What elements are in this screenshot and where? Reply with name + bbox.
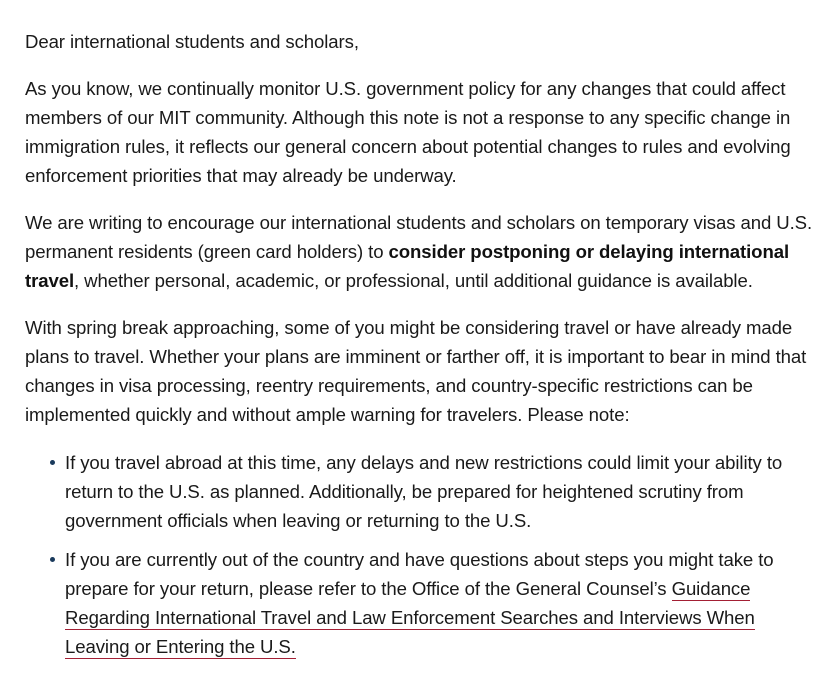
paragraph-travel-advice-text-after: , whether personal, academic, or professional, until additional guidance is available.	[74, 270, 753, 291]
paragraph-travel-advice-text-before: We are writing to encourage our international students and scholars on temporary visas and U.S. permanent residents (green card holders) to	[25, 212, 813, 262]
paragraph-policy-monitoring: As you know, we continually monitor U.S. government policy for any changes that could affect members of our MIT community. Although this note is not a response to any specific change in immigration rules, it reflects our general concern about potential changes to rules and evolving enforcement priorities that may already be underway.	[25, 78, 791, 186]
guidance-link[interactable]: Guidance Regarding International Travel and Law Enforcement Searches and Interviews When Leaving or Entering the U.S.	[65, 578, 755, 657]
greeting: Dear international students and scholars,	[25, 31, 359, 52]
list-item	[65, 448, 814, 535]
list-item	[65, 545, 814, 661]
list-item-text: If you are currently out of the country and have questions about steps you might take to prepare for your return, please refer to the Office of the General Counsel’s	[65, 549, 774, 599]
paragraph-travel-advice	[25, 208, 814, 295]
notes-list	[25, 448, 814, 661]
travel-advice-emphasis: consider postponing or delaying international travel	[25, 241, 790, 291]
paragraph-spring-break: With spring break approaching, some of you might be considering travel or have already made plans to travel. Whether your plans are imminent or farther off, it is important to bear in mind that changes in visa processing, reentry requirements, and country-specific restrictions can be implemented quickly and without ample warning for travelers. Please note:	[25, 317, 807, 425]
list-item-text: If you travel abroad at this time, any delays and new restrictions could limit your ability to return to the U.S. as planned. Additionally, be prepared for heightened scrutiny from government officials when leaving or returning to the U.S.	[65, 452, 783, 531]
